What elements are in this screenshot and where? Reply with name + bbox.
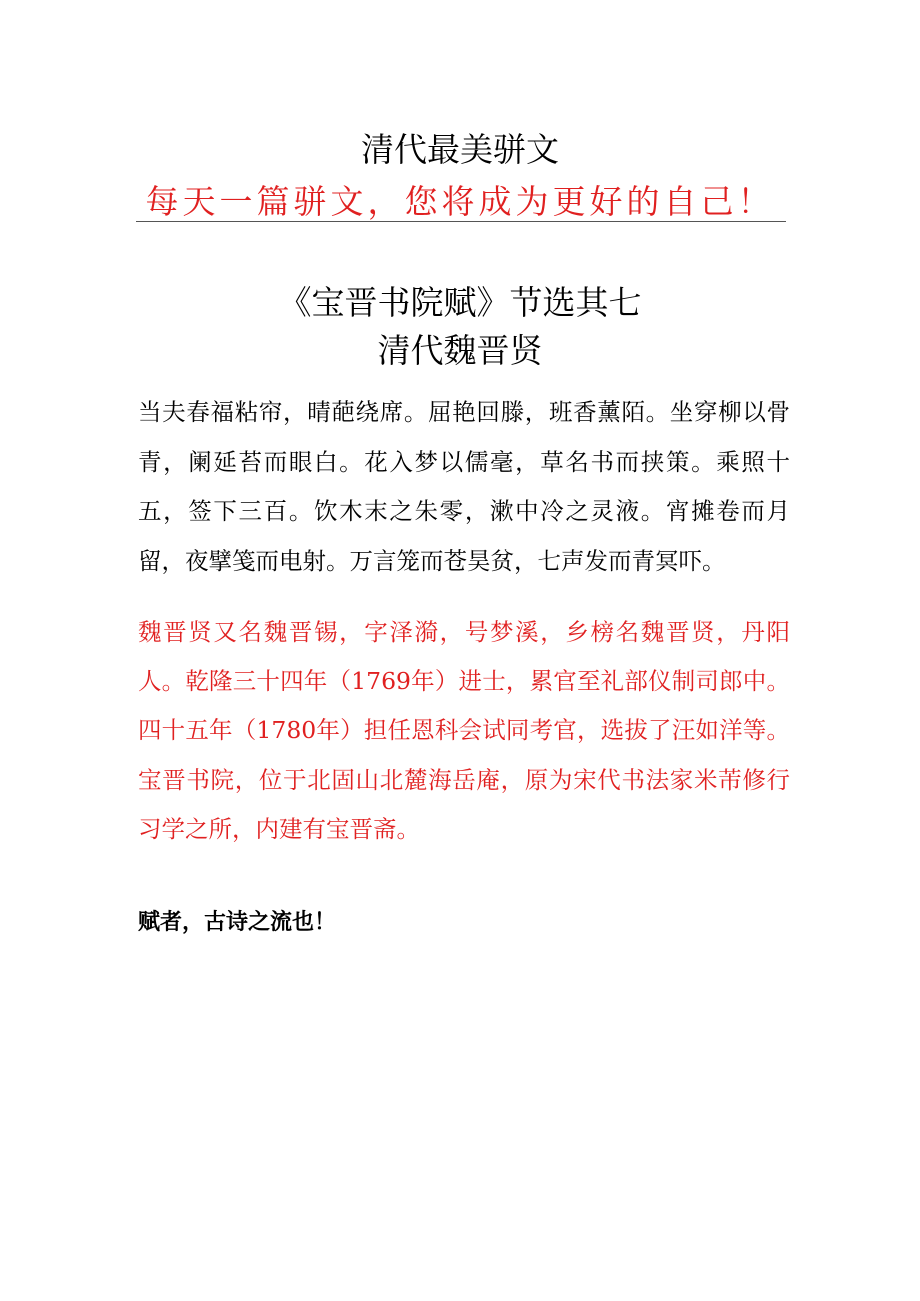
- work-title: 《宝晋书院赋》节选其七: [278, 283, 642, 322]
- poem-body: 当夫春福粘帘，晴葩绕席。屈艳回滕，班香薰陌。坐穿柳以骨青，阑延苔而眼白。花入梦以儒毫，草名书而挟策。乘照十五，签下三百。饮木末之朱零，漱中冷之灵液。宵摊卷而月留，夜擘笺而电射。万言笼而苍昊贫，七声发而青冥吓。: [138, 398, 790, 575]
- series-title: 清代最美骈文: [361, 130, 559, 169]
- work-author: 清代魏晋贤: [377, 331, 543, 370]
- series-slogan: 每天一篇骈文，您将成为更好的自己！: [145, 182, 775, 221]
- header-divider: [136, 221, 786, 222]
- author-notes: 魏晋贤又名魏晋锡，字泽漪，号梦溪，乡榜名魏晋贤，丹阳人。乾隆三十四年（1769年）进士，累官至礼部仪制司郎中。四十五年（1780年）担任恩科会试同考官，选拔了汪如洋等。宝晋书院，位于北固山北麓海岳庵，原为宋代书法家米芾修行习学之所，内建有宝晋斋。: [138, 618, 790, 843]
- closing-quote: 赋者，古诗之流也！: [138, 909, 337, 935]
